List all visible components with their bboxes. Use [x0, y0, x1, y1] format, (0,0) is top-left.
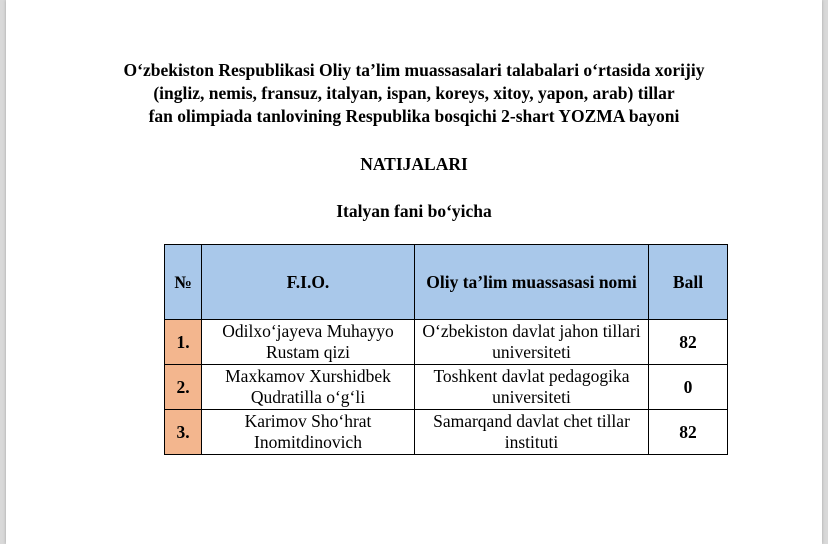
- row-institution: O‘zbekiston davlat jahon tillari universiteti: [415, 320, 649, 365]
- header-number: №: [165, 245, 202, 320]
- row-score: 0: [649, 365, 728, 410]
- row-institution: Toshkent davlat pedagogika universiteti: [415, 365, 649, 410]
- row-score: 82: [649, 320, 728, 365]
- row-number: 2.: [165, 365, 202, 410]
- header-score: Ball: [649, 245, 728, 320]
- row-institution: Samarqand davlat chet tillar instituti: [415, 410, 649, 455]
- document-title: [0, 59, 828, 128]
- row-number: 3.: [165, 410, 202, 455]
- row-number: 1.: [165, 320, 202, 365]
- row-score: 82: [649, 410, 728, 455]
- results-table: [164, 244, 728, 455]
- header-institution: Oliy ta’lim muassasasi nomi: [415, 245, 649, 320]
- table-row: [165, 320, 728, 365]
- table-row: [165, 410, 728, 455]
- results-heading: NATIJALARI: [360, 154, 468, 174]
- title-line-3: fan olimpiada tanlovining Respublika bosqichi 2-shart YOZMA bayoni: [148, 106, 680, 126]
- table-row: [165, 365, 728, 410]
- header-name: F.I.O.: [202, 245, 415, 320]
- title-line-1: O‘zbekiston Respublikasi Oliy ta’lim muassasalari talabalari o‘rtasida xorijiy: [123, 60, 705, 80]
- title-line-2: (ingliz, nemis, fransuz, italyan, ispan, koreys, xitoy, yapon, arab) tillar: [153, 83, 675, 103]
- row-name: Karimov Sho‘hrat Inomitdinovich: [202, 410, 415, 455]
- row-name: Odilxo‘jayeva Muhayyo Rustam qizi: [202, 320, 415, 365]
- subject-heading: Italyan fani bo‘yicha: [336, 201, 492, 221]
- row-name: Maxkamov Xurshidbek Qudratilla o‘g‘li: [202, 365, 415, 410]
- table-header-row: [165, 245, 728, 320]
